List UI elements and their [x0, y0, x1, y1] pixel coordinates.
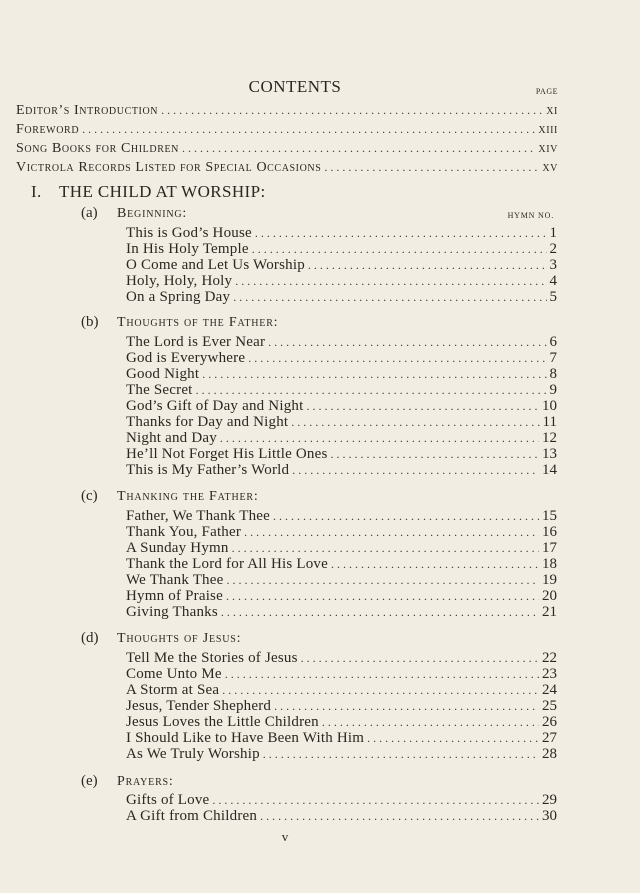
dot-leader: [367, 730, 539, 746]
dot-leader: [82, 121, 535, 137]
entry-page: xv: [542, 160, 558, 175]
hymn-entry: [126, 446, 557, 462]
hymn-title: Night and Day: [126, 430, 217, 446]
hymn-title: God’s Gift of Day and Night: [126, 398, 304, 414]
hymn-entry: [126, 730, 557, 746]
hymn-title: Father, We Thank Thee: [126, 508, 271, 524]
hymn-title: On a Spring Day: [126, 289, 231, 305]
dot-leader: [248, 350, 546, 366]
subsection-letter: (d): [81, 630, 99, 646]
dot-leader: [161, 102, 543, 118]
hymn-entry: [126, 350, 557, 366]
entry-label: Editor’s Introduction: [16, 103, 159, 118]
hymn-title: Thank You, Father: [126, 524, 242, 540]
hymn-entry: [126, 289, 557, 305]
page-title: CONTENTS: [248, 77, 342, 96]
hymn-number: 11: [542, 414, 557, 430]
subsection-title: Prayers:: [117, 774, 174, 789]
front-matter-row: [16, 140, 558, 157]
subsection-heading: [81, 630, 241, 647]
dot-leader: [202, 366, 546, 382]
hymn-entry: [126, 430, 557, 446]
hymn-entry: [126, 588, 557, 604]
hymn-entry: [126, 382, 557, 398]
hymn-number: 24: [542, 682, 557, 698]
hymn-title: Thanks for Day and Night: [126, 414, 289, 430]
hymn-entry: [126, 225, 557, 241]
subsection-heading: [81, 314, 278, 331]
dot-leader: [225, 666, 539, 682]
hymn-title: Holy, Holy, Holy: [126, 273, 233, 289]
hymn-entry: [126, 714, 557, 730]
hymn-entry: [126, 698, 557, 714]
hymn-entry: [126, 366, 557, 382]
front-matter-row: [16, 121, 558, 138]
hymn-entry: [126, 746, 557, 762]
page-number: v: [281, 829, 289, 844]
dot-leader: [324, 159, 539, 175]
subsection-letter: (b): [81, 314, 99, 330]
section-heading: [31, 182, 266, 202]
hymn-entry: [126, 414, 557, 430]
dot-leader: [268, 334, 546, 350]
dot-leader: [291, 414, 539, 430]
dot-leader: [212, 792, 539, 808]
entry-label: Foreword: [16, 122, 80, 137]
hymn-title: Hymn of Praise: [126, 588, 223, 604]
hymn-entry: [126, 572, 557, 588]
hymn-number: 1: [549, 225, 557, 241]
hymn-entry: [126, 273, 557, 289]
dot-leader: [331, 556, 539, 572]
hymn-number: 17: [542, 540, 557, 556]
hymn-entry: [126, 334, 557, 350]
subsection-title: Thoughts of Jesus:: [117, 631, 242, 646]
hymn-number: 19: [542, 572, 557, 588]
hymn-title: I Should Like to Have Been With Him: [126, 730, 365, 746]
dot-leader: [182, 140, 535, 156]
dot-leader: [292, 462, 539, 478]
hymn-entry: [126, 241, 557, 257]
hymn-entry: [126, 508, 557, 524]
hymn-title: The Secret: [126, 382, 193, 398]
hymn-number: 12: [542, 430, 557, 446]
hymn-title: Thank the Lord for All His Love: [126, 556, 328, 572]
hymn-number: 8: [549, 366, 557, 382]
dot-leader: [301, 650, 539, 666]
hymn-title: Jesus Loves the Little Children: [126, 714, 319, 730]
dot-leader: [226, 572, 539, 588]
hymn-title: O Come and Let Us Worship: [126, 257, 305, 273]
hymn-entry: [126, 666, 557, 682]
dot-leader: [255, 225, 547, 241]
hymn-number: 14: [542, 462, 557, 478]
hymn-number: 9: [549, 382, 557, 398]
hymn-number: 22: [542, 650, 557, 666]
subsection-heading: [81, 205, 187, 222]
dot-leader: [196, 382, 547, 398]
subsection-heading: [81, 488, 259, 505]
entry-label: Song Books for Children: [16, 141, 179, 156]
subsection-title: Thoughts of the Father:: [117, 315, 279, 330]
dot-leader: [331, 446, 539, 462]
hymn-title: Tell Me the Stories of Jesus: [126, 650, 298, 666]
subsection-heading: [81, 773, 174, 790]
dot-leader: [252, 241, 547, 257]
subsection-title: Thanking the Father:: [117, 489, 259, 504]
hymn-entry: [126, 792, 557, 808]
section-numeral: I.: [31, 182, 42, 201]
hymn-number: 21: [542, 604, 557, 620]
dot-leader: [220, 430, 539, 446]
hymn-title: In His Holy Temple: [126, 241, 249, 257]
hymn-number: 6: [549, 334, 557, 350]
hymn-number: 15: [542, 508, 557, 524]
hymn-title: God is Everywhere: [126, 350, 246, 366]
hymn-title: Giving Thanks: [126, 604, 218, 620]
hymn-entry: [126, 524, 557, 540]
hymn-entry: [126, 540, 557, 556]
hymn-title: As We Truly Worship: [126, 746, 260, 762]
subsection-title: Beginning:: [117, 206, 188, 221]
hymn-number: 3: [549, 257, 557, 273]
hymn-entry: [126, 398, 557, 414]
dot-leader: [306, 398, 539, 414]
hymn-number: 18: [542, 556, 557, 572]
hymn-column-label: HYMN NO.: [507, 211, 554, 220]
hymn-number: 7: [549, 350, 557, 366]
dot-leader: [221, 604, 539, 620]
hymn-number: 30: [542, 808, 557, 824]
hymn-entry: [126, 808, 557, 824]
hymn-title: He’ll Not Forget His Little Ones: [126, 446, 328, 462]
hymn-title: This is My Father’s World: [126, 462, 290, 478]
dot-leader: [322, 714, 539, 730]
hymn-title: The Lord is Ever Near: [126, 334, 266, 350]
hymn-title: Come Unto Me: [126, 666, 222, 682]
hymn-number: 13: [542, 446, 557, 462]
hymn-entry: [126, 462, 557, 478]
hymn-title: Jesus, Tender Shepherd: [126, 698, 272, 714]
dot-leader: [232, 540, 539, 556]
entry-page: xi: [546, 103, 558, 118]
hymn-entry: [126, 650, 557, 666]
hymn-title: A Storm at Sea: [126, 682, 220, 698]
dot-leader: [233, 289, 546, 305]
hymn-entry: [126, 556, 557, 572]
hymn-number: 27: [542, 730, 557, 746]
hymn-title: A Gift from Children: [126, 808, 258, 824]
hymn-number: 2: [549, 241, 557, 257]
page-column-label: PAGE: [535, 87, 558, 96]
hymn-entry: [126, 604, 557, 620]
hymn-number: 25: [542, 698, 557, 714]
hymn-number: 29: [542, 792, 557, 808]
dot-leader: [273, 508, 539, 524]
entry-label: Victrola Records Listed for Special Occasions: [16, 160, 322, 175]
hymn-number: 28: [542, 746, 557, 762]
hymn-title: We Thank Thee: [126, 572, 224, 588]
dot-leader: [263, 746, 539, 762]
dot-leader: [308, 257, 547, 273]
hymn-entry: [126, 257, 557, 273]
hymn-number: 5: [549, 289, 557, 305]
dot-leader: [226, 588, 539, 604]
hymn-entry: [126, 682, 557, 698]
hymn-number: 23: [542, 666, 557, 682]
subsection-letter: (e): [81, 773, 98, 789]
hymn-number: 4: [549, 273, 557, 289]
dot-leader: [235, 273, 546, 289]
entry-page: xiii: [538, 122, 558, 137]
hymn-number: 16: [542, 524, 557, 540]
dot-leader: [274, 698, 539, 714]
dot-leader: [222, 682, 539, 698]
dot-leader: [244, 524, 539, 540]
hymn-number: 26: [542, 714, 557, 730]
section-title: THE CHILD AT WORSHIP:: [59, 182, 266, 201]
hymn-title: A Sunday Hymn: [126, 540, 229, 556]
entry-page: xiv: [538, 141, 558, 156]
hymn-title: Gifts of Love: [126, 792, 210, 808]
hymn-title: This is God’s House: [126, 225, 252, 241]
front-matter-row: [16, 159, 558, 176]
front-matter-row: [16, 102, 558, 119]
hymn-number: 20: [542, 588, 557, 604]
subsection-letter: (c): [81, 488, 98, 504]
hymn-title: Good Night: [126, 366, 200, 382]
subsection-letter: (a): [81, 205, 98, 221]
dot-leader: [260, 808, 539, 824]
hymn-number: 10: [542, 398, 557, 414]
